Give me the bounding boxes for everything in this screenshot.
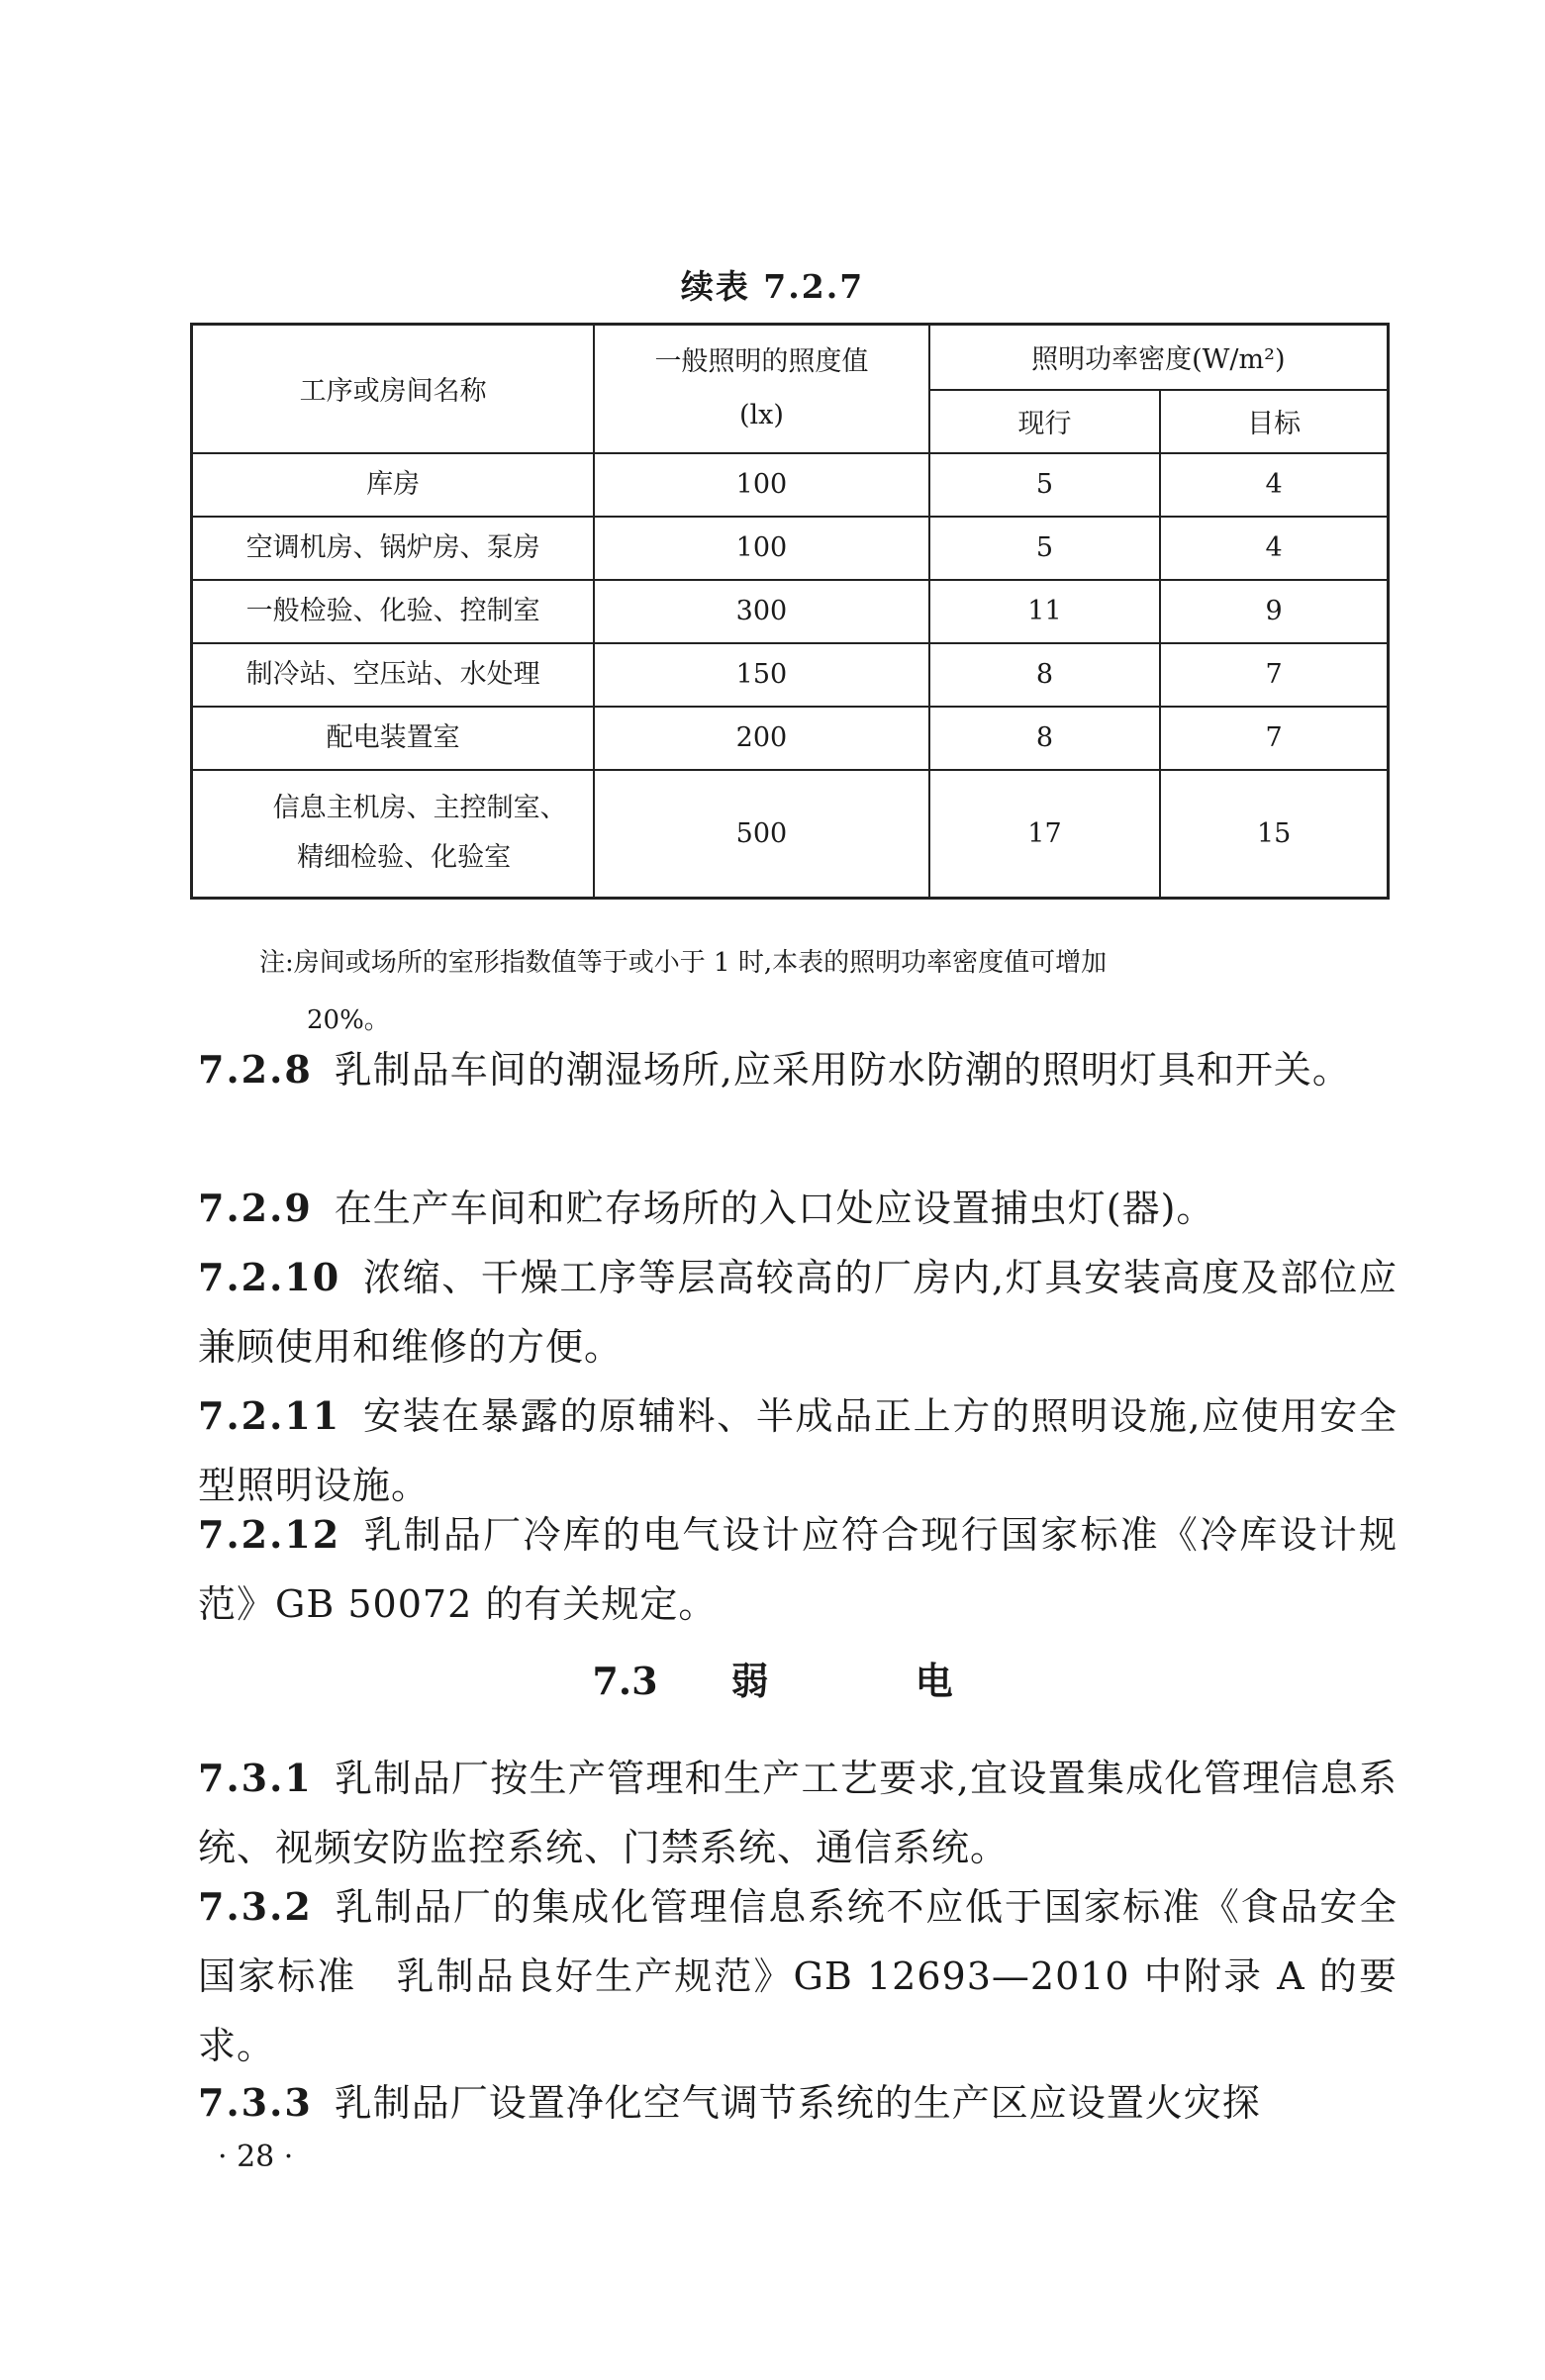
table-row: [192, 707, 1389, 770]
target-value: 4: [1160, 453, 1388, 517]
target-value: 4: [1160, 517, 1388, 580]
clause-number: 7.2.12: [198, 1512, 341, 1557]
table-row: [192, 517, 1389, 580]
target-value: 7: [1160, 707, 1388, 770]
clause-text: 乳制品厂设置净化空气调节系统的生产区应设置火灾探: [334, 2081, 1261, 2125]
room-name: 配电装置室: [192, 707, 595, 770]
section-title-a: 弱: [730, 1659, 769, 1703]
clause-number: 7.3.2: [198, 1884, 313, 1929]
section-title-b: 电: [915, 1659, 953, 1703]
clause-number: 7.2.9: [198, 1186, 313, 1230]
clause-7-2-8: [198, 1035, 1398, 1104]
table-note: [259, 934, 1398, 1049]
clause-7-2-9: [198, 1174, 1398, 1243]
table-title: 续表 7.2.7: [680, 267, 865, 306]
table-row: [192, 453, 1389, 517]
room-name: [192, 770, 595, 899]
clause-text: 乳制品厂的集成化管理信息系统不应低于国家标准《食品安全国家标准 乳制品良好生产规范》GB 12693—2010 中附录 A 的要求。: [198, 1885, 1398, 2067]
room-name: 制冷站、空压站、水处理: [192, 643, 595, 707]
illuminance-value: 500: [594, 770, 928, 899]
current-value: 11: [929, 580, 1161, 643]
clause-7-3-2: [198, 1872, 1398, 2080]
illuminance-value: 150: [594, 643, 928, 707]
clause-7-3-3: [198, 2068, 1398, 2138]
header-illuminance-line1: 一般照明的照度值: [654, 345, 869, 377]
room-name: 空调机房、锅炉房、泵房: [192, 517, 595, 580]
header-current: 现行: [929, 390, 1161, 453]
clause-text: 浓缩、干燥工序等层高较高的厂房内,灯具安装高度及部位应兼顾使用和维修的方便。: [198, 1256, 1398, 1369]
clause-7-2-10: [198, 1243, 1398, 1381]
clause-number: 7.2.10: [198, 1255, 341, 1299]
room-name: 库房: [192, 453, 595, 517]
target-value: 9: [1160, 580, 1388, 643]
clause-text: 乳制品车间的潮湿场所,应采用防水防潮的照明灯具和开关。: [334, 1048, 1351, 1092]
current-value: 8: [929, 707, 1161, 770]
clause-7-3-1: [198, 1744, 1398, 1882]
clause-text: 乳制品厂按生产管理和生产工艺要求,宜设置集成化管理信息系统、视频安防监控系统、门禁系统、通信系统。: [198, 1757, 1398, 1869]
clause-text: 安装在暴露的原辅料、半成品正上方的照明设施,应使用安全型照明设施。: [198, 1394, 1398, 1507]
clause-number: 7.2.11: [198, 1393, 341, 1438]
header-illuminance-line2: (lx): [738, 399, 784, 430]
target-value: 7: [1160, 643, 1388, 707]
page-number: · 28 ·: [218, 2140, 294, 2174]
room-name-line2: 精细检验、化验室: [297, 842, 512, 874]
clause-number: 7.3.1: [198, 1756, 313, 1800]
table-row: [192, 770, 1389, 899]
current-value: 5: [929, 517, 1161, 580]
header-illuminance: [594, 325, 928, 453]
illuminance-table: [190, 323, 1390, 900]
illuminance-value: 100: [594, 453, 928, 517]
section-heading: [0, 1651, 1545, 1705]
clause-7-2-12: [198, 1500, 1398, 1639]
note-line1: 注:房间或场所的室形指数值等于或小于 1 时,本表的照明功率密度值可增加: [259, 948, 1108, 978]
illuminance-value: 200: [594, 707, 928, 770]
clause-number: 7.3.3: [198, 2080, 313, 2125]
clause-text: 在生产车间和贮存场所的入口处应设置捕虫灯(器)。: [334, 1187, 1215, 1230]
current-value: 17: [929, 770, 1161, 899]
clause-7-2-11: [198, 1381, 1398, 1520]
header-target: 目标: [1160, 390, 1388, 453]
illuminance-value: 100: [594, 517, 928, 580]
target-value: 15: [1160, 770, 1388, 899]
clause-text: 乳制品厂冷库的电气设计应符合现行国家标准《冷库设计规范》GB 50072 的有关规定。: [198, 1513, 1398, 1626]
table-row: [192, 580, 1389, 643]
header-room-name: 工序或房间名称: [192, 325, 595, 453]
illuminance-value: 300: [594, 580, 928, 643]
note-line2: 20%。: [307, 1005, 390, 1035]
header-power-density: 照明功率密度(W/m²): [929, 325, 1389, 390]
room-name: 一般检验、化验、控制室: [192, 580, 595, 643]
table-row: [192, 643, 1389, 707]
room-name-line1: 信息主机房、主控制室、: [272, 793, 567, 824]
current-value: 5: [929, 453, 1161, 517]
section-number: 7.3: [592, 1659, 658, 1703]
current-value: 8: [929, 643, 1161, 707]
clause-number: 7.2.8: [198, 1047, 313, 1092]
